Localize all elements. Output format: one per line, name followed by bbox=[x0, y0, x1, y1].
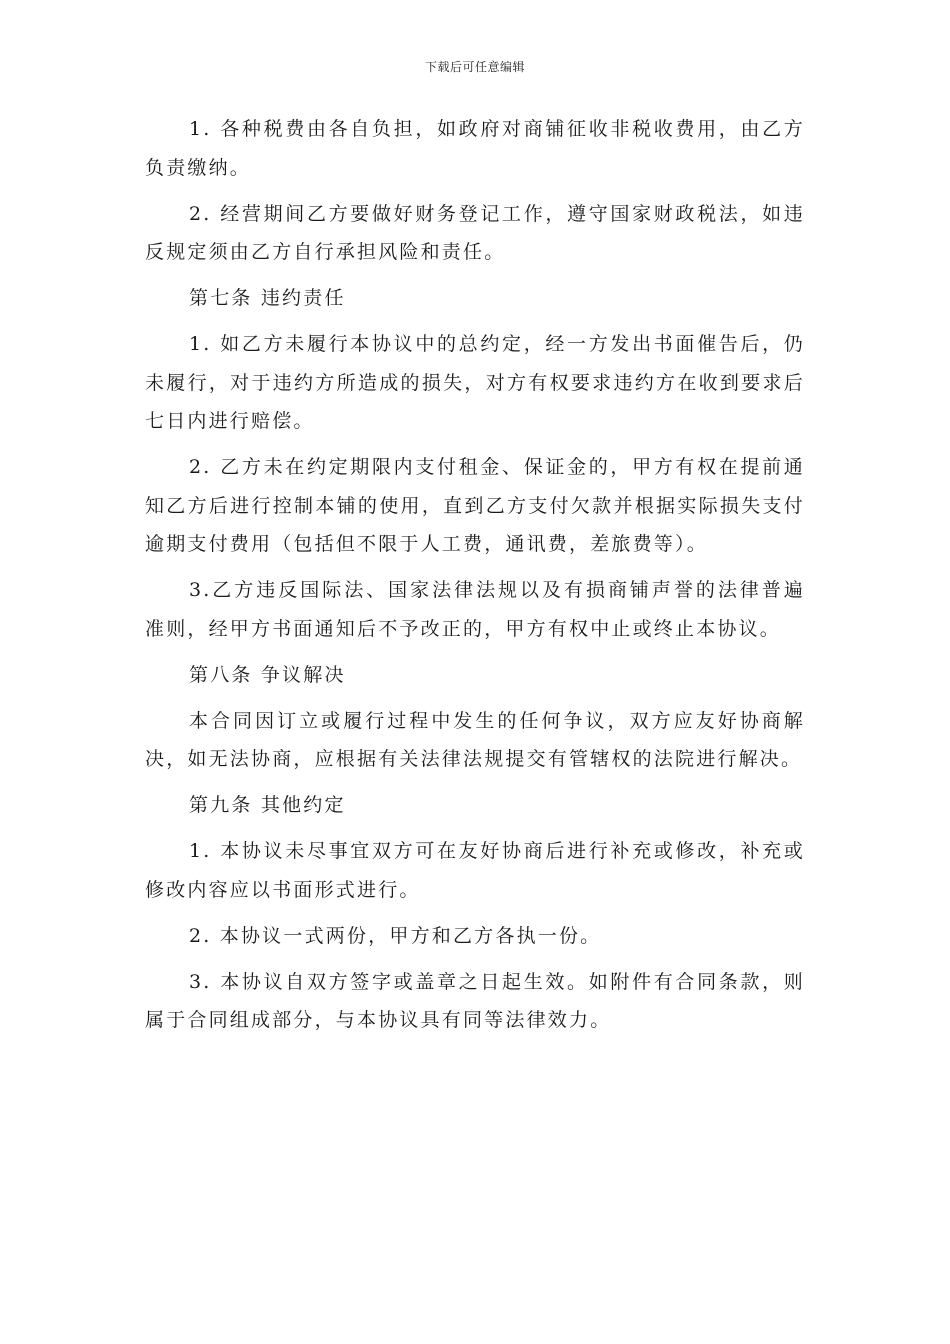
clause-termination: 3.乙方违反国际法、国家法律法规以及有损商铺声誉的法律普遍准则，经甲方书面通知后不予改正的，甲方有权中止或终止本协议。 bbox=[145, 579, 805, 640]
clause-copies: 2. 本协议一式两份，甲方和乙方各执一份。 bbox=[189, 924, 602, 947]
clause-tax-burden: 1. 各种税费由各自负担，如政府对商铺征收非税收费用，由乙方负责缴纳。 bbox=[145, 118, 805, 179]
section-heading-breach: 第七条 违约责任 bbox=[189, 287, 346, 309]
clause-breach-compensation: 1. 如乙方未履行本协议中的总约定，经一方发出书面催告后，仍未履行，对于违约方所造成的损失，对方有权要求违约方在收到要求后七日内进行赔偿。 bbox=[145, 333, 805, 432]
clause-dispute-resolution: 本合同因订立或履行过程中发生的任何争议，双方应友好协商解决，如无法协商，应根据有关法律法规提交有管辖权的法院进行解决。 bbox=[145, 709, 805, 770]
section-heading-other: 第九条 其他约定 bbox=[189, 794, 346, 816]
clause-supplement: 1. 本协议未尽事宜双方可在友好协商后进行补充或修改，补充或修改内容应以书面形式进行。 bbox=[145, 840, 805, 901]
page-header: 下载后可任意编辑 bbox=[424, 60, 525, 74]
clause-financial-registration: 2. 经营期间乙方要做好财务登记工作，遵守国家财政税法，如违反规定须由乙方自行承担风险和责任。 bbox=[145, 202, 805, 263]
document-body bbox=[145, 110, 805, 1047]
section-heading-dispute: 第八条 争议解决 bbox=[189, 663, 346, 686]
clause-late-payment: 2. 乙方未在约定期限内支付租金、保证金的，甲方有权在提前通知乙方后进行控制本铺的使用，直到乙方支付欠款并根据实际损失支付逾期支付费用（包括但不限于人工费，通讯费，差旅费等）。 bbox=[145, 456, 805, 555]
clause-effectiveness: 3. 本协议自双方签字或盖章之日起生效。如附件有合同条款，则属于合同组成部分，与本协议具有同等法律效力。 bbox=[145, 970, 805, 1031]
